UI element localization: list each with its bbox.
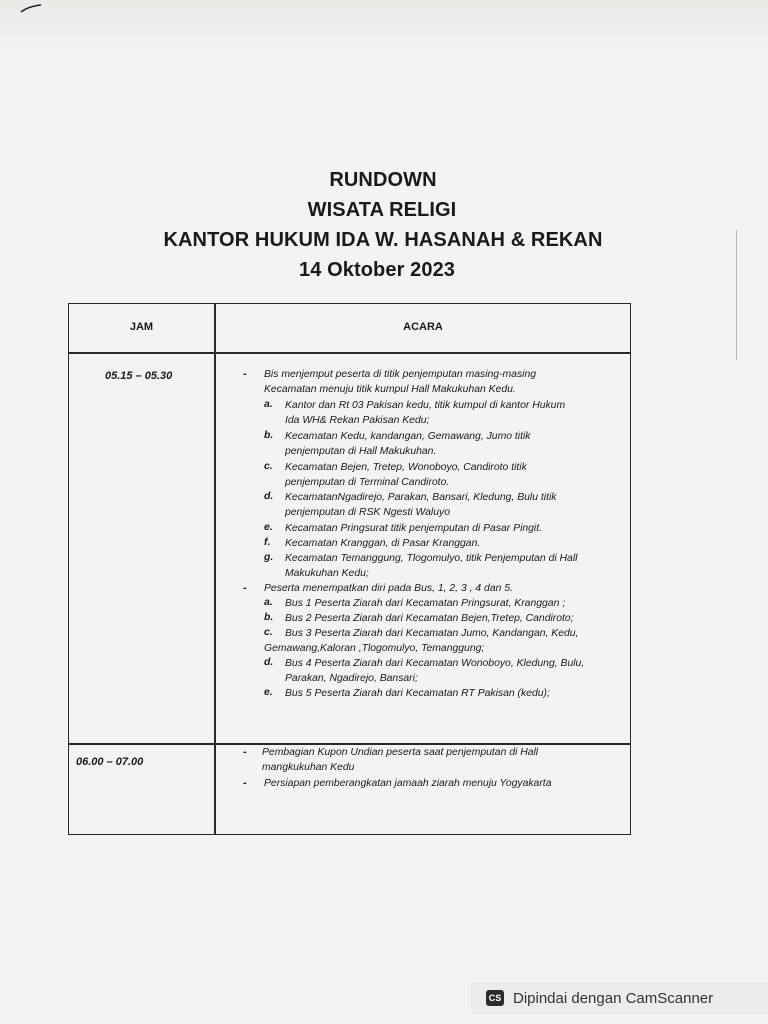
camscanner-watermark (471, 982, 768, 1014)
row-1-line: Bis menjemput peserta di titik penjemputan masing-masing (264, 369, 537, 380)
row-1-line: Kecamatan Kranggan, di Pasar Kranggan. (285, 538, 481, 549)
row-1-line: penjemputan di Hall Makukuhan. (285, 446, 437, 457)
row-1-line: Kecamatan Pringsurat titik penjemputan di Pasar Pingit. (285, 523, 543, 534)
row-1-line: Ida WH& Rekan Pakisan Kedu; (285, 415, 430, 426)
row-1-marker-f: f. (264, 537, 271, 548)
row-1-marker-a: a. (264, 399, 273, 410)
camscanner-text: Dipindai dengan CamScanner (513, 989, 714, 1007)
row-1-time: 05.15 – 05.30 (105, 370, 173, 382)
header-acara: ACARA (403, 321, 443, 333)
row-1-marker-bus-a: a. (264, 597, 273, 608)
row-divider (69, 743, 630, 745)
row-1-line: Gemawang,Kaloran ,Tlogomulyo, Temanggung; (264, 643, 485, 654)
row-1-marker-bus-d: d. (264, 657, 274, 668)
row-1-marker-e: e. (264, 522, 273, 533)
row-1-line: penjemputan di RSK Ngesti Waluyo (285, 507, 450, 518)
row-2-bullet-1: - (243, 746, 247, 758)
row-2-line: Persiapan pemberangkatan jamaah ziarah menuju Yogyakarta (264, 778, 552, 789)
row-1-line: penjemputan di Terminal Candiroto. (285, 477, 450, 488)
title-organizer: KANTOR HUKUM IDA W. HASANAH & REKAN (163, 229, 603, 251)
row-1-line: KecamatanNgadirejo, Parakan, Bansari, Kledung, Bulu titik (285, 492, 557, 503)
row-1-line: Bus 4 Peserta Ziarah dari Kecamatan Wonoboyo, Kledung, Bulu, (285, 658, 585, 669)
row-1-line: Kecamatan Kedu, kandangan, Gemawang, Jumo titik (285, 431, 531, 442)
row-1-marker-b: b. (264, 430, 274, 441)
row-1-marker-d: d. (264, 491, 274, 502)
column-divider (214, 304, 216, 834)
row-1-bullet-1: - (243, 368, 247, 380)
row-1-line: Kecamatan Bejen, Tretep, Wonoboyo, Candiroto titik (285, 462, 527, 473)
header-divider (69, 352, 630, 354)
row-1-line: Peserta menempatkan diri pada Bus, 1, 2, 3 , 4 dan 5. (264, 583, 513, 594)
row-1-marker-bus-b: b. (264, 612, 274, 623)
row-1-line: Bus 2 Peserta Ziarah dari Kecamatan Bejen,Tretep, Candiroto; (285, 613, 574, 624)
camscanner-logo-icon: CS (486, 990, 504, 1006)
scan-edge-shadow (0, 0, 768, 60)
row-1-line: Bus 1 Peserta Ziarah dari Kecamatan Pringsurat, Kranggan ; (285, 598, 566, 609)
row-1-marker-bus-e: e. (264, 687, 273, 698)
row-1-line: Kecamatan menuju titik kumpul Hall Makukuhan Kedu. (264, 384, 516, 395)
row-1-marker-g: g. (264, 552, 274, 563)
row-1-line: Bus 3 Peserta Ziarah dari Kecamatan Jumo, Kandangan, Kedu, (285, 628, 579, 639)
row-1-line: Bus 5 Peserta Ziarah dari Kecamatan RT Pakisan (kedu); (285, 688, 550, 699)
row-2-line: Pembagian Kupon Undian peserta saat penjemputan di Hall (262, 747, 539, 758)
header-jam: JAM (129, 321, 154, 333)
row-1-marker-c: c. (264, 461, 273, 472)
row-1-line: Makukuhan Kedu; (285, 568, 369, 579)
row-1-marker-bus-c: c. (264, 627, 273, 638)
title-rundown: RUNDOWN (329, 169, 437, 191)
title-event: WISATA RELIGI (307, 199, 457, 221)
row-2-line: mangkukuhan Kedu (262, 762, 355, 773)
pen-mark-icon (20, 2, 42, 14)
title-date: 14 Oktober 2023 (298, 259, 456, 281)
row-1-line: Kecamatan Temanggung, Tlogomulyo, titik Penjemputan di Hall (285, 553, 578, 564)
row-1-line: Parakan, Ngadirejo, Bansari; (285, 673, 418, 684)
row-1-bullet-2: - (243, 582, 247, 594)
row-2-bullet-2: - (243, 777, 247, 789)
row-2-time: 06.00 – 07.00 (76, 756, 144, 768)
row-1-line: Kantor dan Rt 03 Pakisan kedu, titik kumpul di kantor Hukum (285, 400, 566, 411)
